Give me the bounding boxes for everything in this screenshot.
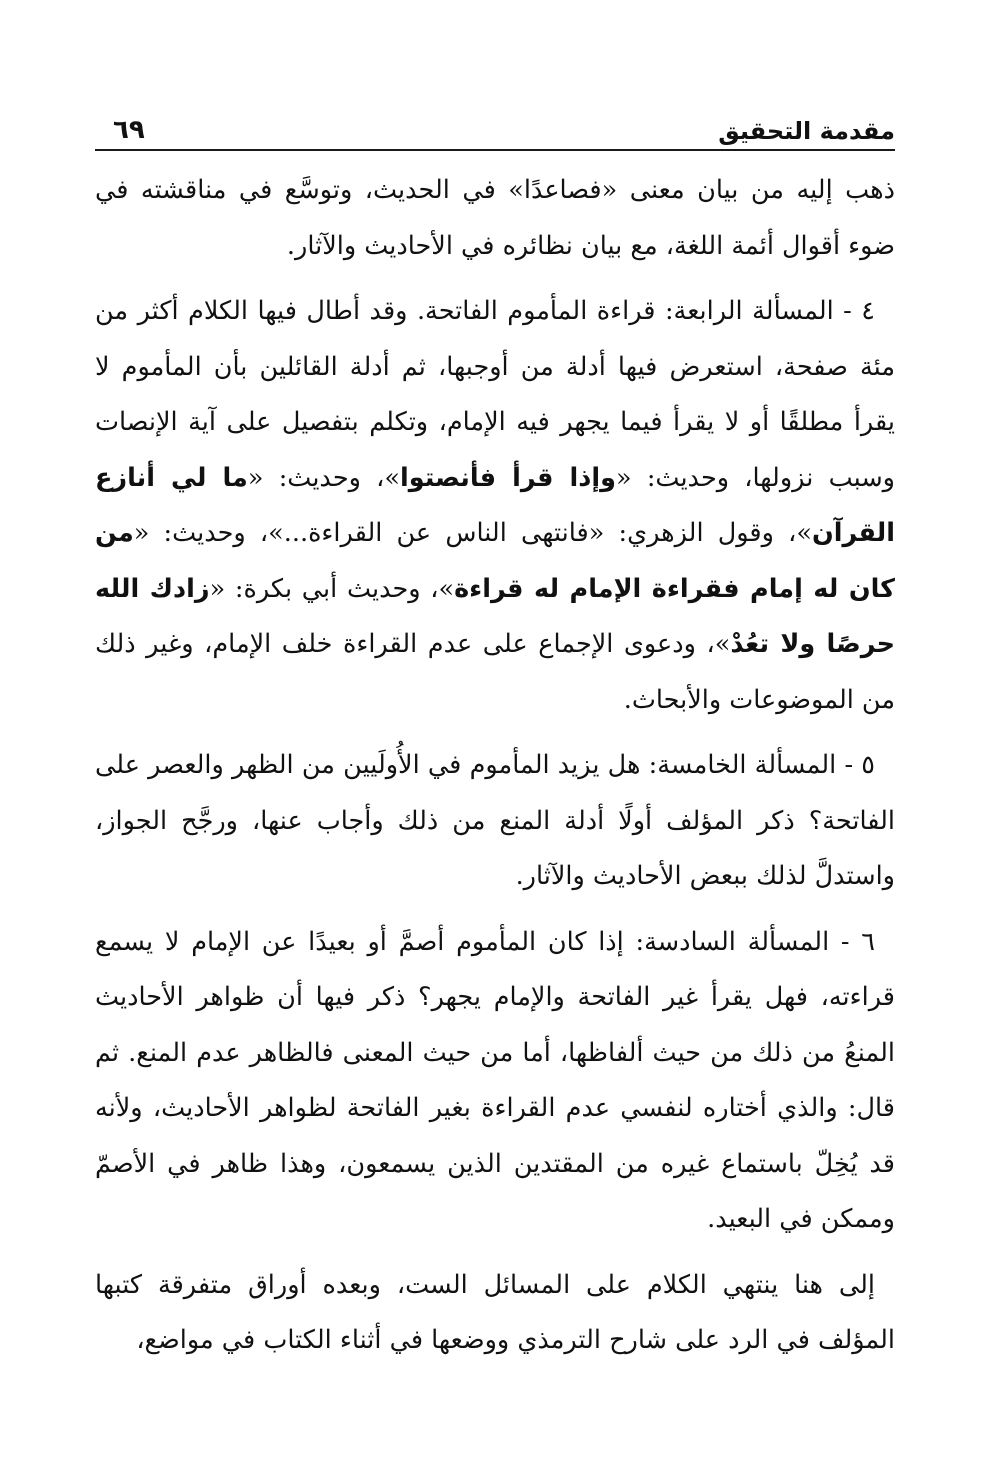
paragraph-1: [95, 163, 895, 274]
paragraph-5-text: إلى هنا ينتهي الكلام على المسائل الست، وبعده أوراق متفرقة كتبها المؤلف في الرد على شارح الترمذي ووضعها في أثناء الكتاب في مواضع،: [95, 1269, 895, 1355]
paragraph-3: [95, 738, 895, 905]
paragraph-2: [95, 284, 895, 728]
paragraph-2-text-5: »، ودعوى الإجماع على عدم القراءة خلف الإمام، وغير ذلك من الموضوعات والأبحاث.: [95, 629, 895, 715]
header-title: مقدمة التحقيق: [718, 117, 895, 145]
hadith-quote-2: ما لي أنازع القرآن: [95, 462, 895, 548]
page-number: ٦٩: [113, 115, 145, 145]
paragraph-5: [95, 1258, 895, 1369]
body-text: [95, 163, 895, 1369]
paragraph-2-text-1: ٤ - المسألة الرابعة: قراءة المأموم الفاتحة. وقد أطال فيها الكلام أكثر من مئة صفحة، استعرض فيها أدلة من أوجبها، ثم أدلة القائلين بأن المأموم لا يقرأ مطلقًا أو لا يقرأ فيما يجهر فيه الإمام، وتكلم بتفصيل على آية الإنصات وسبب نزولها، وحديث: «: [95, 296, 895, 493]
running-header: [95, 105, 895, 151]
paragraph-2-text-2: »، وحديث: «: [247, 462, 401, 493]
book-page: [95, 105, 895, 1405]
hadith-quote-1: وإذا قرأ فأنصتوا: [400, 462, 616, 493]
paragraph-2-text-4: »، وحديث أبي بكرة: «: [209, 573, 455, 604]
paragraph-2-text-3: »، وقول الزهري: «فانتهى الناس عن القراءة...»، وحديث: «: [133, 518, 812, 548]
paragraph-1-text: ذهب إليه من بيان معنى «فصاعدًا» في الحديث، وتوسَّع في مناقشته في ضوء أقوال أئمة اللغة، مع بيان نظائره في الأحاديث والآثار.: [95, 175, 895, 261]
paragraph-4: [95, 915, 895, 1248]
hadith-quote-3: من كان له إمام فقراءة الإمام له قراءة: [95, 518, 895, 604]
hadith-quote-4: زادك الله حرصًا ولا تعُدْ: [95, 573, 895, 659]
paragraph-4-text: ٦ - المسألة السادسة: إذا كان المأموم أصمَّ أو بعيدًا عن الإمام لا يسمع قراءته، فهل يقرأ غير الفاتحة والإمام يجهر؟ ذكر فيها أن ظواهر الأحاديث المنعُ من ذلك من حيث ألفاظها، أما من حيث المعنى فالظاهر عدم المنع. ثم قال: والذي أختاره لنفسي عدم القراءة بغير الفاتحة لظواهر الأحاديث، ولأنه قد يُخِلّ باستماع غيره من المقتدين الذين يسمعون، وهذا ظاهر في الأصمّ وممكن في البعيد.: [95, 926, 895, 1234]
paragraph-3-text: ٥ - المسألة الخامسة: هل يزيد المأموم في الأُولَيين من الظهر والعصر على الفاتحة؟ ذكر المؤلف أولًا أدلة المنع من ذلك وأجاب عنها، ورجَّح الجواز، واستدلَّ لذلك ببعض الأحاديث والآثار.: [95, 750, 895, 891]
